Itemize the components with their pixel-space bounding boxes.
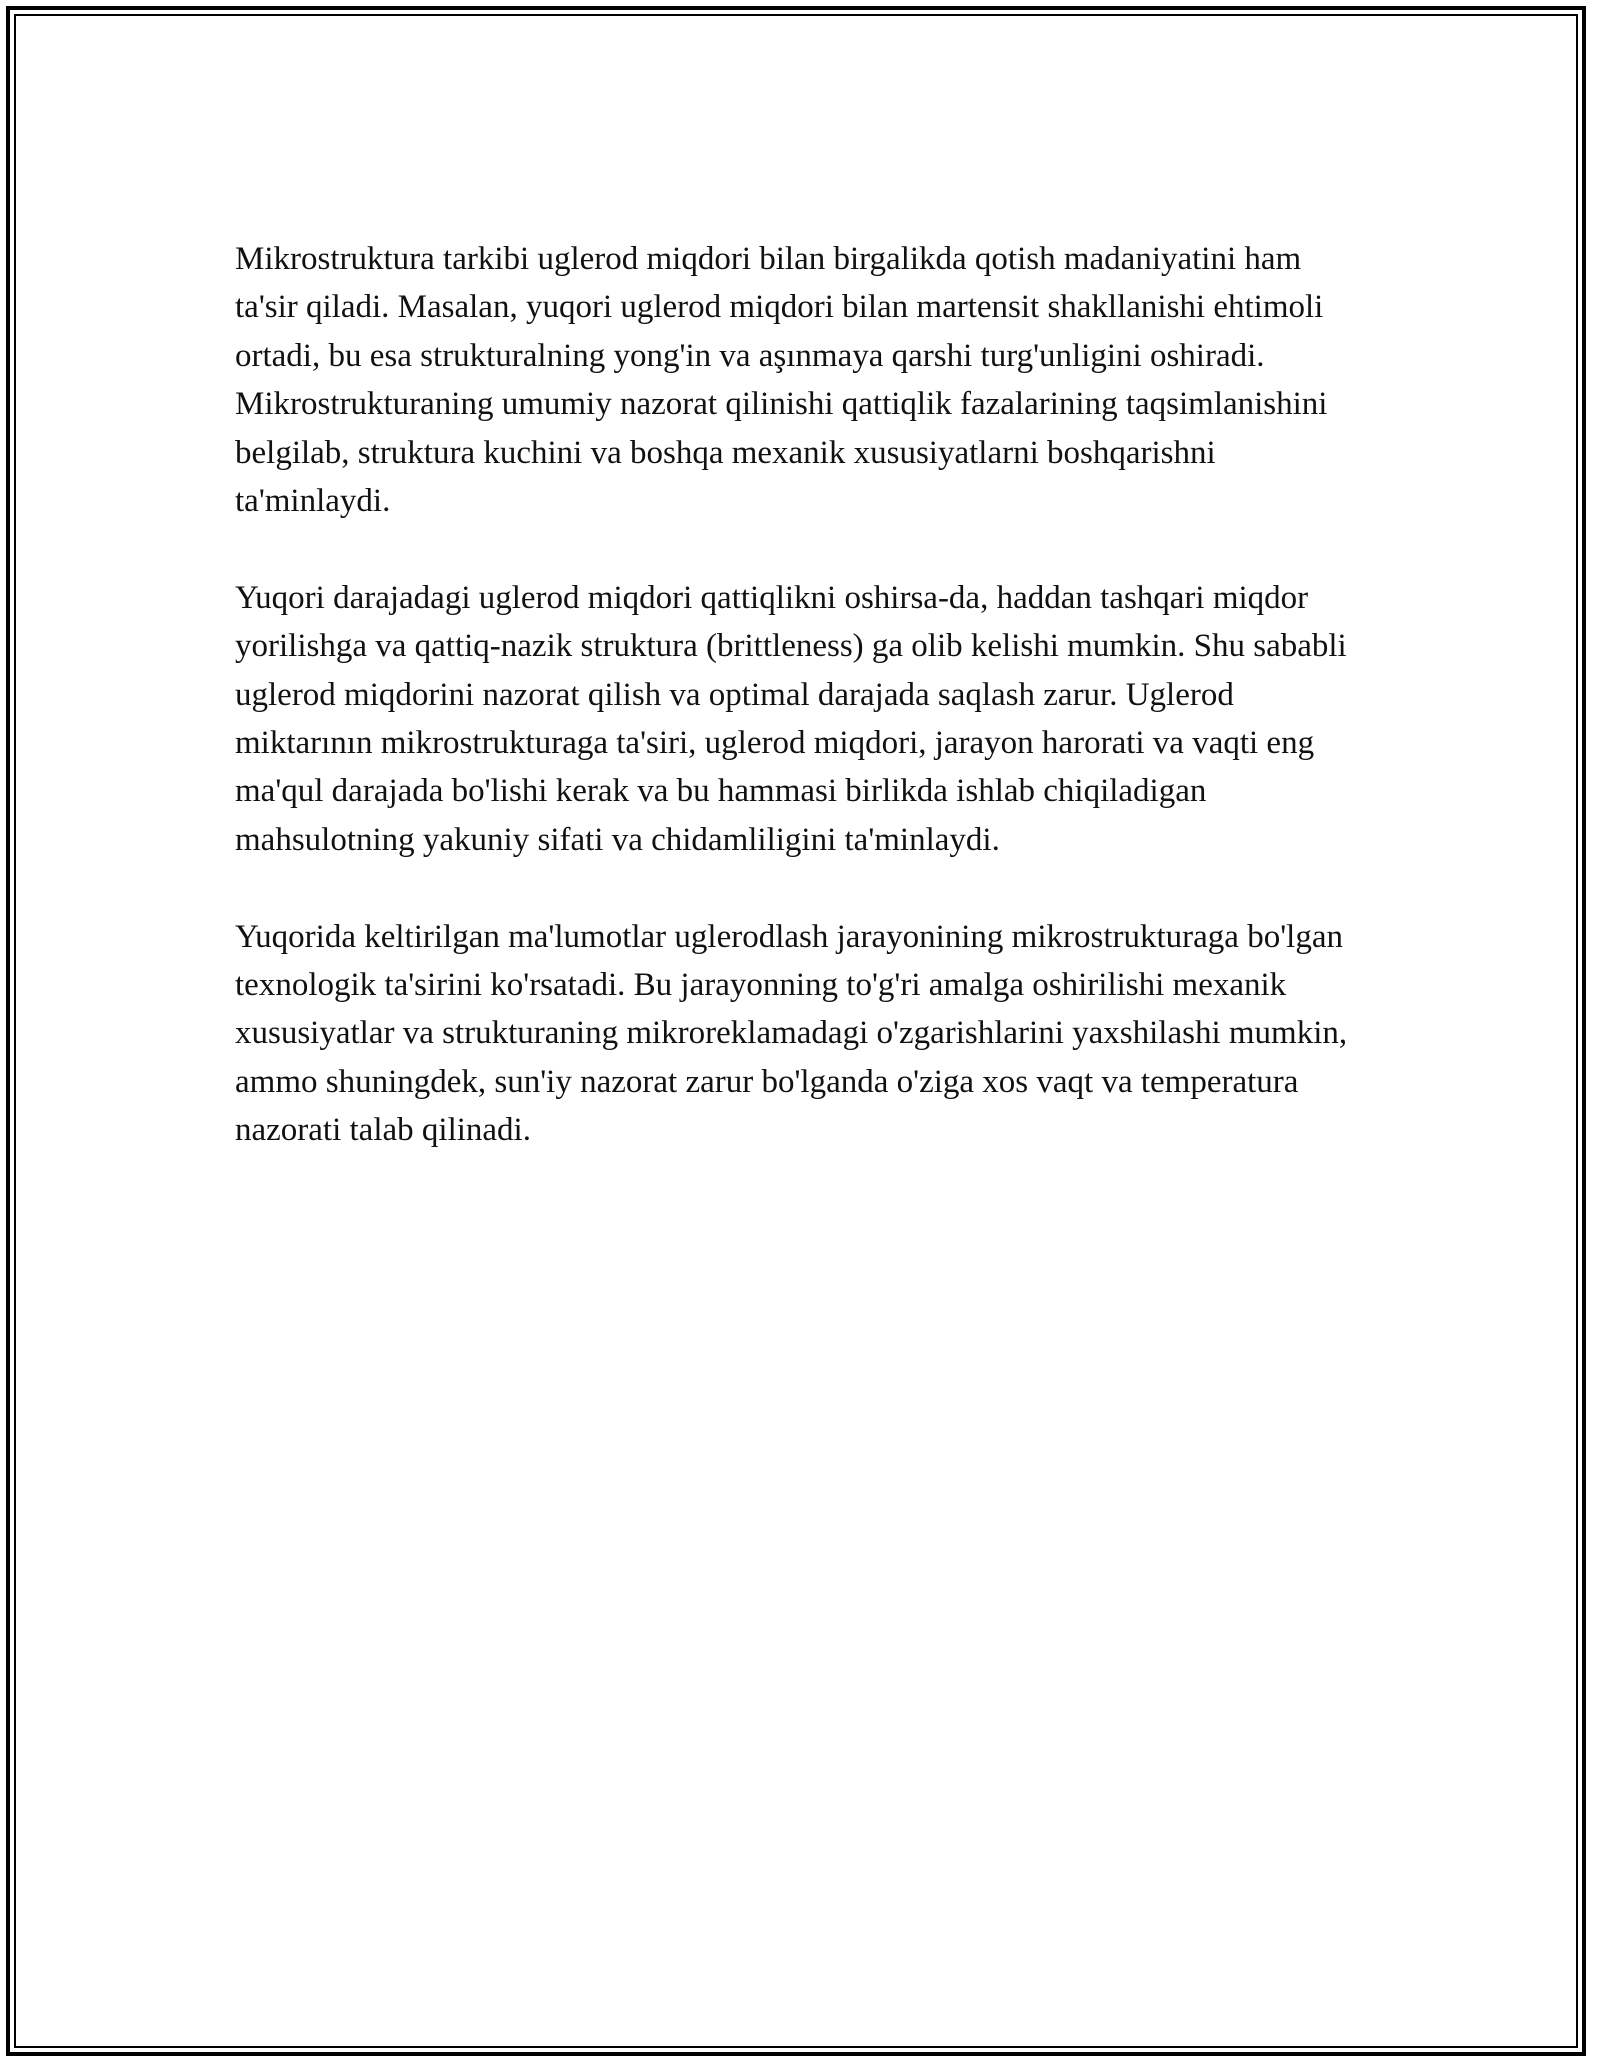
document-body	[235, 235, 1370, 1203]
paragraph-2: Yuqori darajadagi uglerod miqdori qattiqlikni oshirsa-da, haddan tashqari miqdor yorilishga va qattiq-nazik struktura (brittleness) ga olib kelishi mumkin. Shu sababli uglerod miqdorini nazorat qilish va optimal darajada saqlash zarur. Uglerod miktarının mikrostrukturaga ta'siri, uglerod miqdori, jarayon harorati va vaqti eng ma'qul darajada bo'lishi kerak va bu hammasi birlikda ishlab chiqiladigan mahsulotning yakuniy sifati va chidamliligini ta'minlaydi.	[235, 579, 1347, 858]
paragraph-1: Mikrostruktura tarkibi uglerod miqdori bilan birgalikda qotish madaniyatini ham ta'sir qiladi. Masalan, yuqori uglerod miqdori bilan martensit shakllanishi ehtimoli ortadi, bu esa strukturalning yong'in va aşınmaya qarshi turg'unligini oshiradi. Mikrostrukturaning umumiy nazorat qilinishi qattiqlik fazalarining taqsimlanishini belgilab, struktura kuchini va boshqa mexanik xususiyatlarni boshqarishni ta'minlaydi.	[235, 241, 1328, 520]
paragraph-3: Yuqorida keltirilgan ma'lumotlar uglerodlash jarayonining mikrostrukturaga bo'lgan texnologik ta'sirini ko'rsatadi. Bu jarayonning to'g'ri amalga oshirilishi mexanik xususiyatlar va strukturaning mikroreklamadagi o'zgarishlarini yaxshilashi mumkin, ammo shuningdek, sun'iy nazorat zarur bo'lganda o'ziga xos vaqt va temperatura nazorati talab qilinadi.	[235, 918, 1348, 1149]
